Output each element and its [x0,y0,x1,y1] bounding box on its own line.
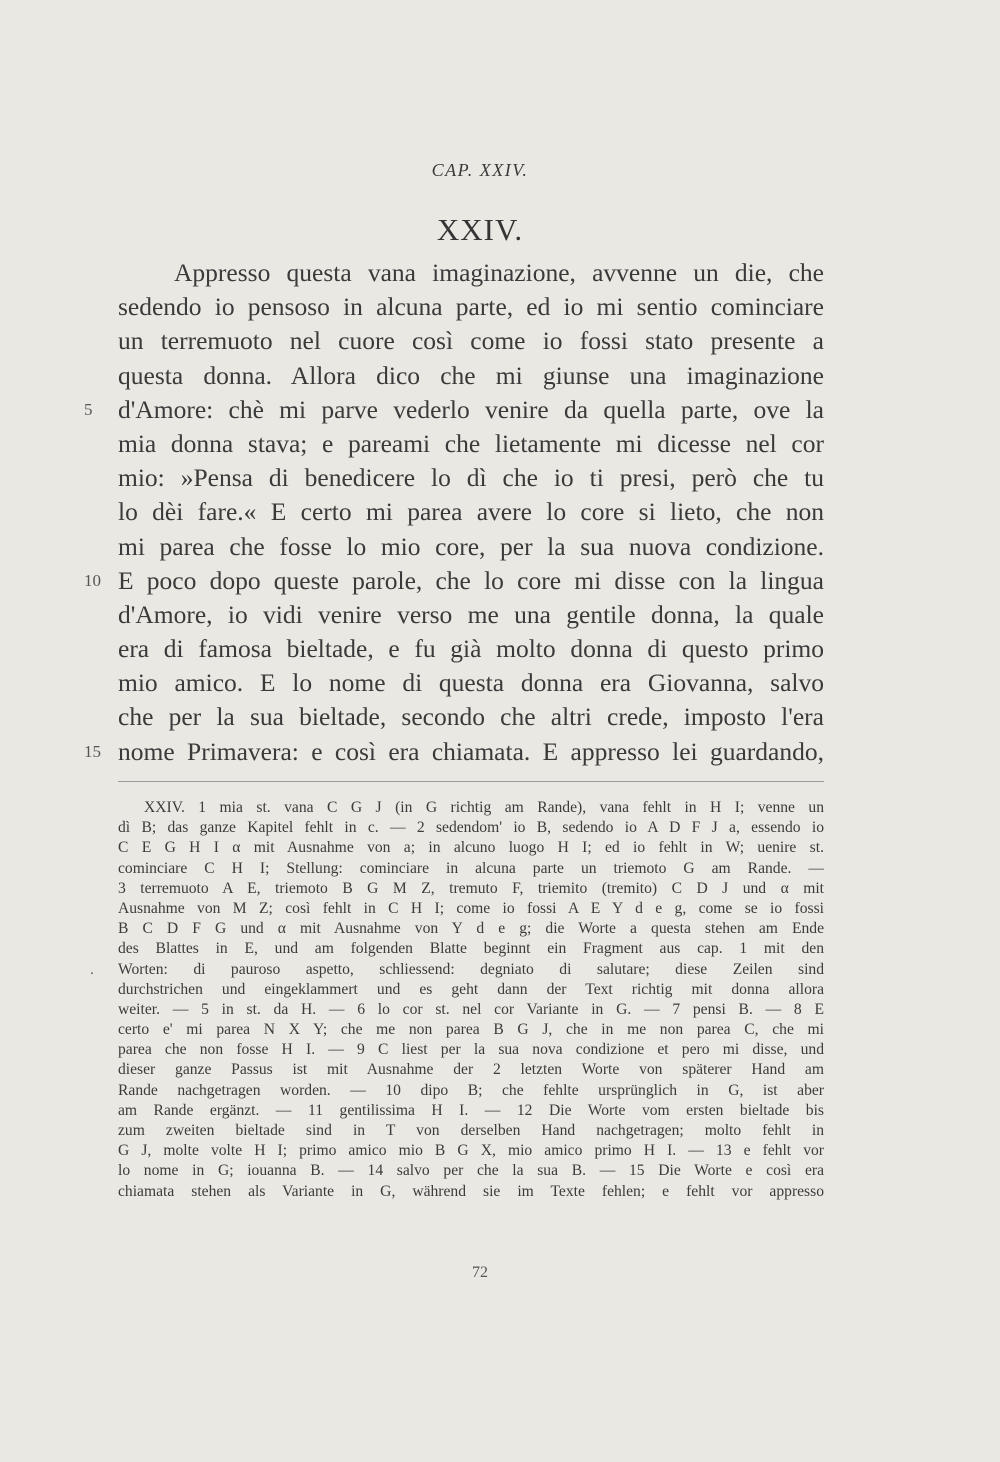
text-line: mi parea che fosse lo mio core, per la sua nuova condizione. [118,531,824,561]
note-line: zum zweiten bieltade sind in T von derselben Hand nachgetragen; molto fehlt in [118,1122,824,1139]
footnote-divider [118,781,824,782]
main-text [84,256,824,769]
note-line: certo e' mi parea N X Y; che me non parea B G J, che in me non parea C, che mi [118,1021,824,1039]
note-line: weiter. — 5 in st. da H. — 6 lo cor st. nel cor Variante in G. — 7 pensi B. — 8 E [118,1000,824,1018]
text-line-content: nome Primavera: e così era chiamata. E appresso lei guardando, [118,736,824,766]
note-line: dì B; das ganze Kapitel fehlt in c. — 2 sedendom' io B, sedendo io A D F J a, essendo io [118,819,824,837]
note-line: Ausnahme von M Z; così fehlt in C H I; come io fossi A E Y d e g, come se io fossi [118,899,824,917]
running-head: CAP. XXIV. [431,160,529,180]
text-line-5 [84,393,824,427]
text-line-15 [84,735,824,769]
line-number: 10 [84,570,101,590]
margin-mark: . [90,961,94,978]
note-line: chiamata stehen als Variante in G, während sie im Texte fehlen; e fehlt vor appresso [118,1182,824,1200]
note-line: XXIV. 1 mia st. vana C G J (in G richtig am Rande), vana fehlt in H I; venne un [144,799,824,816]
text-line: che per la sua bieltade, secondo che altri crede, imposto l'era [118,702,824,732]
note-line: lo nome in G; iouanna B. — 14 salvo per che la sua B. — 15 Die Worte e così era [118,1162,824,1180]
note-line: parea che non fosse H I. — 9 C liest per la sua nova condizione et pero mi disse, und [118,1041,824,1059]
line-number: 5 [84,399,93,419]
note-line: C E G H I α mit Ausnahme von a; in alcuno luogo H I; ed io fehlt in W; uenire st. [118,839,824,857]
text-line: d'Amore, io vidi venire verso me una gentile donna, la quale [118,599,824,629]
page-number: 72 [472,1264,488,1281]
text-line: mio amico. E lo nome di questa donna era Giovanna, salvo [118,668,824,698]
text-line: questa donna. Allora dico che mi giunse una imaginazione [118,360,824,390]
chapter-title: XXIV. [436,212,524,247]
text-line: mio: »Pensa di benedicere lo dì che io ti presi, però che tu [118,463,824,493]
note-line: Rande nachgetragen worden. — 10 dipo B; che fehlte ursprünglich in G, ist aber [118,1081,824,1099]
text-line-content: E poco dopo queste parole, che lo core mi disse con la lingua [118,565,824,595]
note-line: B C D F G und α mit Ausnahme von Y d e g; die Worte a questa stehen am Ende [118,920,824,938]
note-line-marked [90,960,824,980]
text-line: era di famosa bieltade, e fu già molto donna di questo primo [118,634,824,664]
note-line: durchstrichen und eingeklammert und es geht dann der Text richtig mit donna allora [118,980,824,998]
note-line: dieser ganze Passus ist mit Ausnahme der 2 letzten Worte von späterer Hand am [118,1061,824,1079]
text-line-10 [84,564,824,598]
note-line: am Rande ergänzt. — 11 gentilissima H I. — 12 Die Worte vom ersten bieltade bis [118,1101,824,1119]
text-line: Appresso questa vana imaginazione, avvenne un die, che [174,258,824,287]
note-line: G J, molte volte H I; primo amico mio B G X, mio amico primo H I. — 13 e fehlt vor [118,1142,824,1160]
text-line: lo dèi fare.« E certo mi parea avere lo core si lieto, che non [118,497,824,527]
note-line: des Blattes in E, und am folgenden Blatte beginnt ein Fragment aus cap. 1 mit den [118,940,824,958]
text-line-content: d'Amore: chè mi parve vederlo venire da quella parte, ove la [118,394,824,424]
line-number: 15 [84,741,101,761]
text-line: sedendo io pensoso in alcuna parte, ed io mi sentio cominciare [118,292,824,322]
text-line: un terremuoto nel cuore così come io fossi stato presente a [118,326,824,356]
note-line: 3 terremuoto A E, triemoto B G M Z, tremuto F, triemito (tremito) C D J und α mit [118,879,824,897]
critical-apparatus [90,798,824,1202]
note-line: cominciare C H I; Stellung: cominciare in alcuna parte un triemoto G am Rande. — [118,859,824,877]
text-line: mia donna stava; e pareami che lietamente mi dicesse nel cor [118,428,824,458]
note-line-content: Worten: di pauroso aspetto, schliessend: degniato di salutare; diese Zeilen sind [118,960,824,978]
